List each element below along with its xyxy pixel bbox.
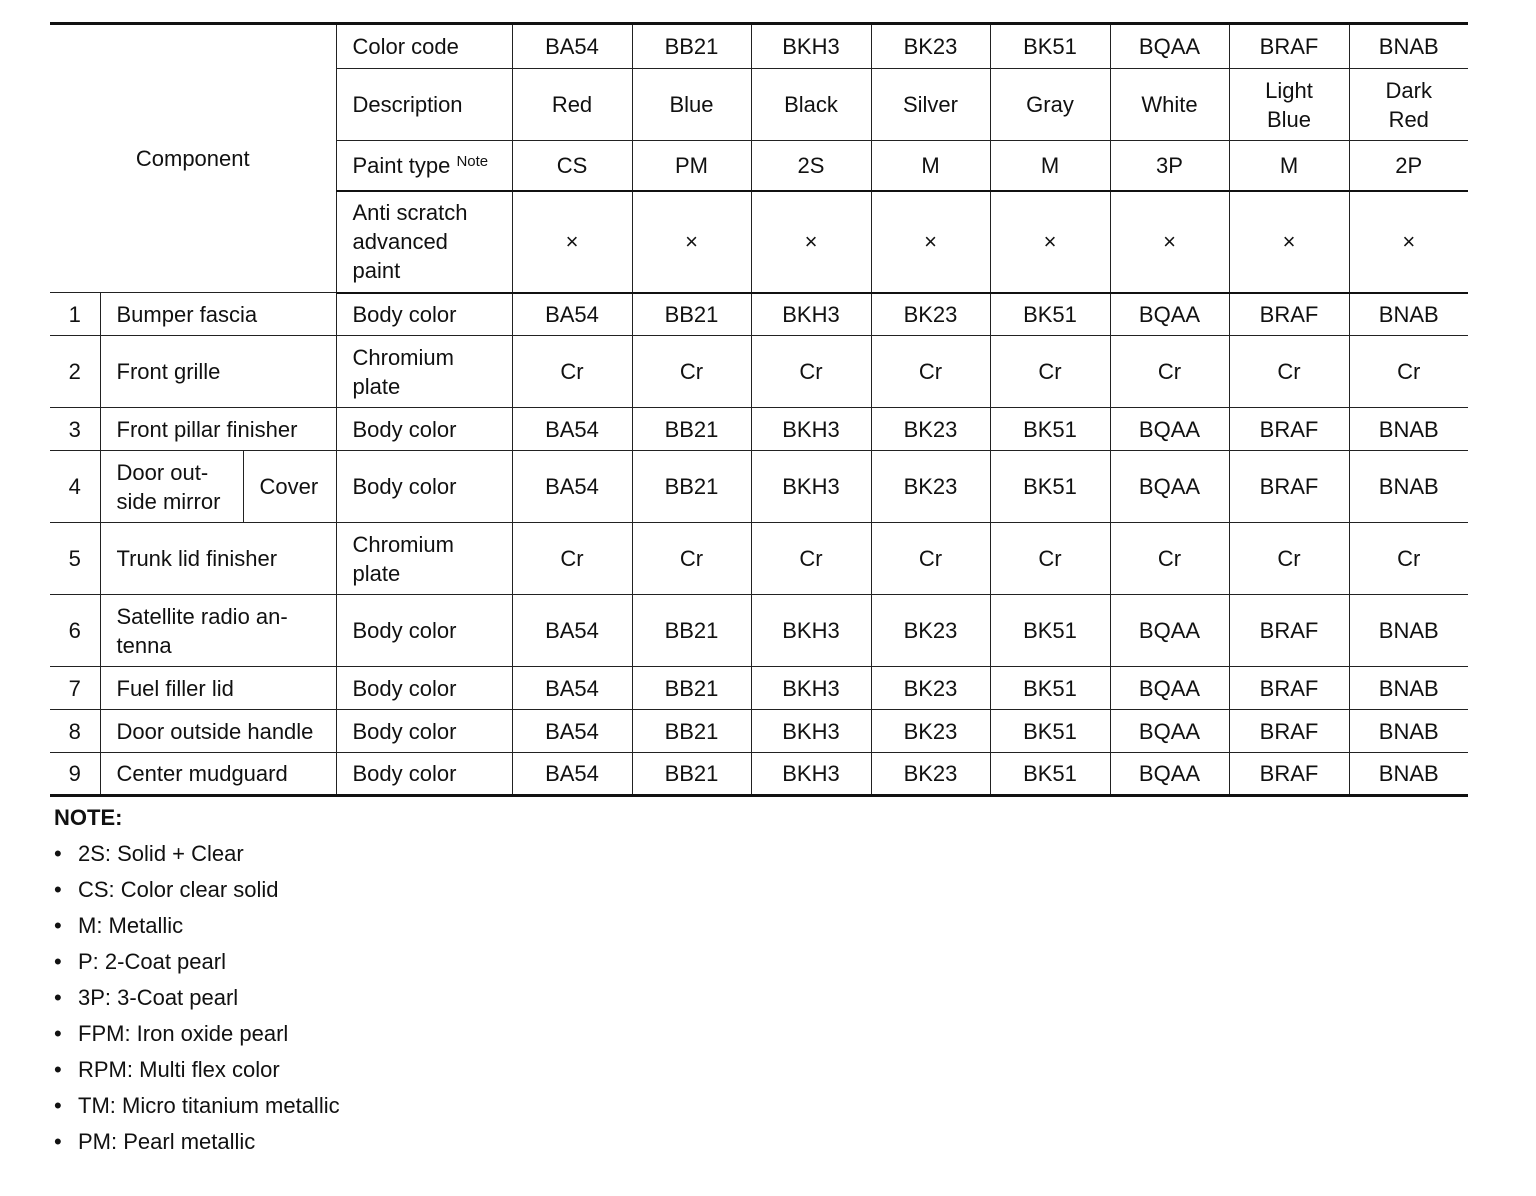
finish-type: Chromium plate xyxy=(336,336,512,408)
value-cell: BKH3 xyxy=(751,451,871,523)
note-item xyxy=(54,944,340,980)
row-number: 7 xyxy=(50,667,100,710)
color-code-cell: BKH3 xyxy=(751,24,871,69)
value-cell: BB21 xyxy=(632,408,751,451)
paint-type-cell: CS xyxy=(512,141,632,191)
note-text: 2S: Solid + Clear xyxy=(78,841,244,866)
value-cell: BKH3 xyxy=(751,710,871,753)
note-text: M: Metallic xyxy=(78,913,184,938)
bullet-icon: • xyxy=(54,1093,62,1118)
paint-type-cell: PM xyxy=(632,141,751,191)
row-number: 5 xyxy=(50,523,100,595)
note-item xyxy=(54,908,340,944)
bullet-icon: • xyxy=(54,913,62,938)
paint-type-cell: M xyxy=(1229,141,1349,191)
component-name: Door out-side mirror xyxy=(100,451,243,523)
value-cell: BKH3 xyxy=(751,753,871,796)
row-number: 4 xyxy=(50,451,100,523)
description-label: Description xyxy=(336,69,512,141)
table-row xyxy=(50,595,1468,667)
bullet-icon: • xyxy=(54,1129,62,1154)
finish-type: Body color xyxy=(336,667,512,710)
color-code-cell: BQAA xyxy=(1110,24,1229,69)
description-cell: Dark Red xyxy=(1349,69,1468,141)
row-number: 6 xyxy=(50,595,100,667)
value-cell: BK23 xyxy=(871,293,990,336)
value-cell: BK51 xyxy=(990,667,1110,710)
component-subpart: Cover xyxy=(243,451,336,523)
value-cell: BRAF xyxy=(1229,595,1349,667)
row-number: 1 xyxy=(50,293,100,336)
value-cell: Cr xyxy=(512,336,632,408)
row-number: 3 xyxy=(50,408,100,451)
bullet-icon: • xyxy=(54,1057,62,1082)
paint-type-cell: 2P xyxy=(1349,141,1468,191)
note-text: RPM: Multi flex color xyxy=(78,1057,280,1082)
component-header: Component xyxy=(50,24,336,293)
finish-type: Body color xyxy=(336,451,512,523)
value-cell: BK51 xyxy=(990,408,1110,451)
anti-scratch-cell: × xyxy=(632,191,751,293)
note-item xyxy=(54,872,340,908)
anti-scratch-label: Anti scratch advanced paint xyxy=(336,191,512,293)
component-name: Bumper fascia xyxy=(100,293,336,336)
value-cell: Cr xyxy=(871,523,990,595)
value-cell: BB21 xyxy=(632,710,751,753)
value-cell: Cr xyxy=(1349,336,1468,408)
note-item xyxy=(54,1088,340,1124)
finish-type: Body color xyxy=(336,753,512,796)
color-code-cell: BNAB xyxy=(1349,24,1468,69)
value-cell: BRAF xyxy=(1229,710,1349,753)
note-text: TM: Micro titanium metallic xyxy=(78,1093,340,1118)
table-row xyxy=(50,451,1468,523)
table-row xyxy=(50,336,1468,408)
finish-type: Body color xyxy=(336,293,512,336)
paint-type-label-text: Paint type xyxy=(352,152,451,178)
value-cell: Cr xyxy=(632,336,751,408)
value-cell: BA54 xyxy=(512,710,632,753)
table-row xyxy=(50,293,1468,336)
note-text: PM: Pearl metallic xyxy=(78,1129,256,1154)
note-item xyxy=(54,1016,340,1052)
value-cell: BA54 xyxy=(512,595,632,667)
value-cell: BK51 xyxy=(990,451,1110,523)
paint-type-note-ref: Note xyxy=(456,152,489,170)
description-cell: Blue xyxy=(632,69,751,141)
value-cell: BK23 xyxy=(871,710,990,753)
value-cell: BQAA xyxy=(1110,710,1229,753)
value-cell: Cr xyxy=(1110,523,1229,595)
value-cell: BK51 xyxy=(990,293,1110,336)
note-text: P: 2-Coat pearl xyxy=(78,949,226,974)
paint-type-cell: 3P xyxy=(1110,141,1229,191)
note-item xyxy=(54,1124,340,1160)
value-cell: BB21 xyxy=(632,595,751,667)
value-cell: BK51 xyxy=(990,710,1110,753)
value-cell: BNAB xyxy=(1349,408,1468,451)
bullet-icon: • xyxy=(54,841,62,866)
row-number: 9 xyxy=(50,753,100,796)
description-cell: Gray xyxy=(990,69,1110,141)
description-cell: Red xyxy=(512,69,632,141)
value-cell: BK51 xyxy=(990,753,1110,796)
table-row xyxy=(50,710,1468,753)
value-cell: BA54 xyxy=(512,408,632,451)
note-text: FPM: Iron oxide pearl xyxy=(78,1021,289,1046)
value-cell: BK23 xyxy=(871,408,990,451)
value-cell: BKH3 xyxy=(751,408,871,451)
color-code-cell: BA54 xyxy=(512,24,632,69)
color-code-cell: BK51 xyxy=(990,24,1110,69)
value-cell: BRAF xyxy=(1229,408,1349,451)
value-cell: Cr xyxy=(751,336,871,408)
component-name: Front pillar finisher xyxy=(100,408,336,451)
row-number: 2 xyxy=(50,336,100,408)
note-item xyxy=(54,836,340,872)
color-code-cell: BB21 xyxy=(632,24,751,69)
color-code-cell: BK23 xyxy=(871,24,990,69)
value-cell: BQAA xyxy=(1110,753,1229,796)
anti-scratch-cell: × xyxy=(751,191,871,293)
color-code-label: Color code xyxy=(336,24,512,69)
bullet-icon: • xyxy=(54,949,62,974)
note-text: CS: Color clear solid xyxy=(78,877,279,902)
component-name: Center mudguard xyxy=(100,753,336,796)
value-cell: BK23 xyxy=(871,451,990,523)
finish-type: Body color xyxy=(336,408,512,451)
value-cell: BB21 xyxy=(632,451,751,523)
bullet-icon: • xyxy=(54,877,62,902)
component-name: Trunk lid finisher xyxy=(100,523,336,595)
finish-type: Chromium plate xyxy=(336,523,512,595)
notes-title: NOTE: xyxy=(54,805,123,830)
anti-scratch-cell: × xyxy=(1349,191,1468,293)
row-number: 8 xyxy=(50,710,100,753)
color-code-cell: BRAF xyxy=(1229,24,1349,69)
bullet-icon: • xyxy=(54,985,62,1010)
component-name: Fuel filler lid xyxy=(100,667,336,710)
table-row xyxy=(50,523,1468,595)
value-cell: BQAA xyxy=(1110,667,1229,710)
value-cell: BNAB xyxy=(1349,293,1468,336)
value-cell: BB21 xyxy=(632,753,751,796)
value-cell: BB21 xyxy=(632,293,751,336)
table-row xyxy=(50,753,1468,796)
component-name: Front grille xyxy=(100,336,336,408)
value-cell: Cr xyxy=(1349,523,1468,595)
value-cell: BQAA xyxy=(1110,293,1229,336)
value-cell: BA54 xyxy=(512,667,632,710)
value-cell: BK23 xyxy=(871,595,990,667)
paint-type-cell: M xyxy=(871,141,990,191)
value-cell: BRAF xyxy=(1229,451,1349,523)
value-cell: BB21 xyxy=(632,667,751,710)
value-cell: BKH3 xyxy=(751,595,871,667)
value-cell: BK23 xyxy=(871,667,990,710)
anti-scratch-cell: × xyxy=(1110,191,1229,293)
value-cell: BKH3 xyxy=(751,293,871,336)
value-cell: BNAB xyxy=(1349,753,1468,796)
finish-type: Body color xyxy=(336,595,512,667)
paint-type-cell: M xyxy=(990,141,1110,191)
value-cell: Cr xyxy=(1229,523,1349,595)
value-cell: Cr xyxy=(990,523,1110,595)
value-cell: BNAB xyxy=(1349,595,1468,667)
value-cell: BKH3 xyxy=(751,667,871,710)
value-cell: BNAB xyxy=(1349,710,1468,753)
note-text: 3P: 3-Coat pearl xyxy=(78,985,239,1010)
value-cell: Cr xyxy=(1229,336,1349,408)
description-cell: White xyxy=(1110,69,1229,141)
anti-scratch-cell: × xyxy=(1229,191,1349,293)
description-cell: Black xyxy=(751,69,871,141)
value-cell: BRAF xyxy=(1229,293,1349,336)
notes-section xyxy=(54,800,340,1160)
value-cell: BA54 xyxy=(512,451,632,523)
finish-type: Body color xyxy=(336,710,512,753)
paint-type-cell: 2S xyxy=(751,141,871,191)
paint-type-label xyxy=(336,141,512,191)
table-row xyxy=(50,667,1468,710)
value-cell: BA54 xyxy=(512,753,632,796)
anti-scratch-cell: × xyxy=(871,191,990,293)
value-cell: BK23 xyxy=(871,753,990,796)
note-item xyxy=(54,1052,340,1088)
paint-color-table xyxy=(50,22,1468,797)
value-cell: BQAA xyxy=(1110,451,1229,523)
value-cell: Cr xyxy=(632,523,751,595)
color-code-row xyxy=(50,24,1468,69)
value-cell: BNAB xyxy=(1349,667,1468,710)
value-cell: BQAA xyxy=(1110,408,1229,451)
anti-scratch-cell: × xyxy=(512,191,632,293)
component-name: Door outside handle xyxy=(100,710,336,753)
anti-scratch-cell: × xyxy=(990,191,1110,293)
value-cell: Cr xyxy=(1110,336,1229,408)
value-cell: BQAA xyxy=(1110,595,1229,667)
value-cell: BA54 xyxy=(512,293,632,336)
value-cell: BK51 xyxy=(990,595,1110,667)
value-cell: Cr xyxy=(871,336,990,408)
description-cell: Silver xyxy=(871,69,990,141)
value-cell: Cr xyxy=(990,336,1110,408)
value-cell: Cr xyxy=(751,523,871,595)
value-cell: BRAF xyxy=(1229,667,1349,710)
description-cell: Light Blue xyxy=(1229,69,1349,141)
bullet-icon: • xyxy=(54,1021,62,1046)
value-cell: Cr xyxy=(512,523,632,595)
value-cell: BRAF xyxy=(1229,753,1349,796)
table-row xyxy=(50,408,1468,451)
value-cell: BNAB xyxy=(1349,451,1468,523)
note-item xyxy=(54,980,340,1016)
component-name: Satellite radio an-tenna xyxy=(100,595,336,667)
